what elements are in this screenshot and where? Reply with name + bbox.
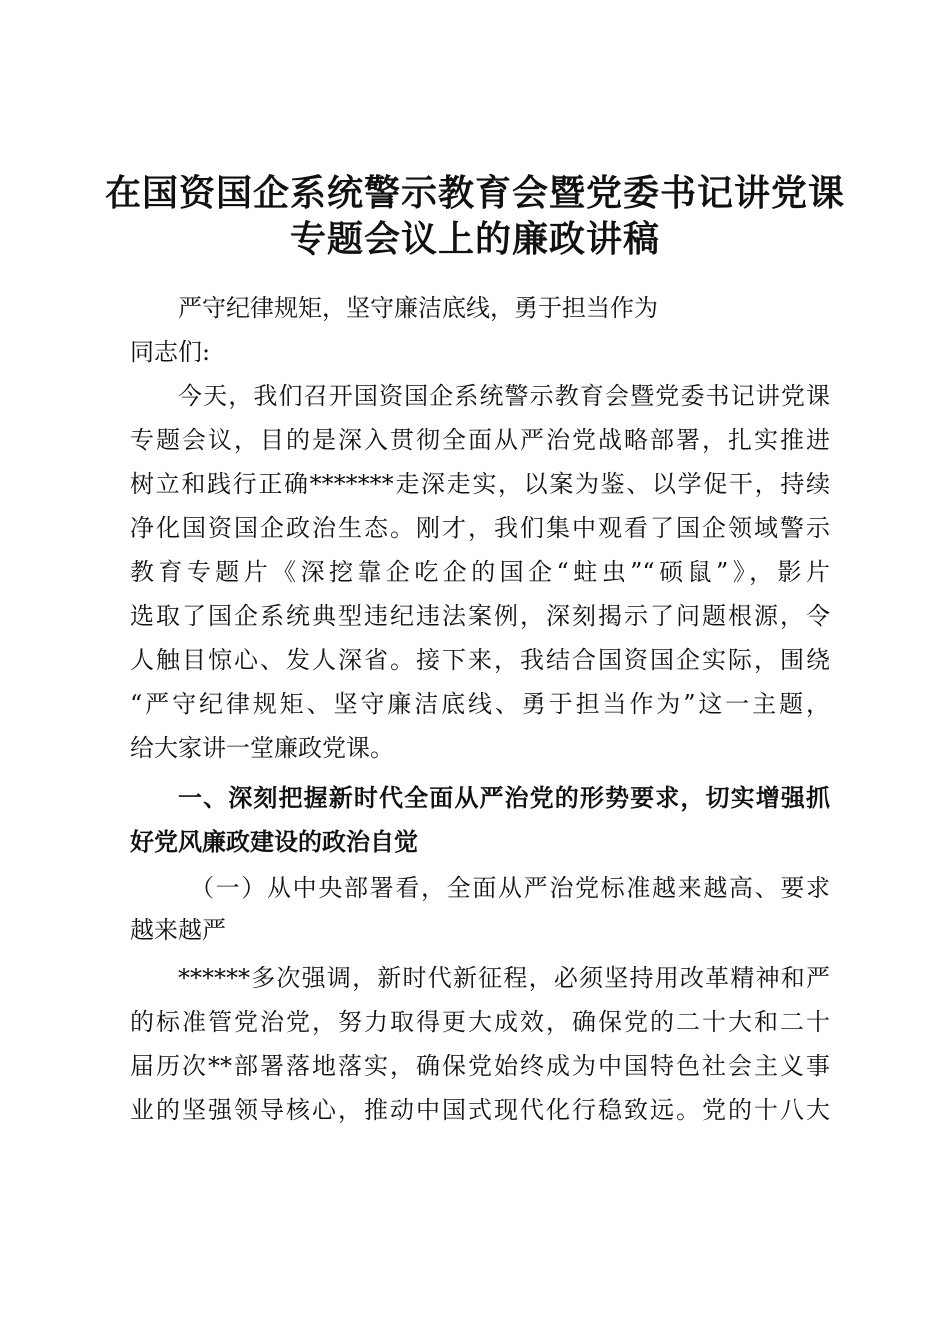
body-line: 的标准管党治党，努力取得更大成效，确保党的二十大和二十	[130, 1008, 830, 1036]
body-line: 业的坚强领导核心，推动中国式现代化行稳致远。党的十八大	[130, 1096, 830, 1124]
section-heading: 好党风廉政建设的政治自觉	[130, 828, 418, 856]
salutation: 同志们:	[130, 338, 211, 366]
document-title-line-2: 专题会议上的廉政讲稿	[289, 219, 660, 260]
document-subtitle: 严守纪律规矩，坚守廉洁底线，勇于担当作为	[178, 294, 658, 322]
intro-line: 专题会议，目的是深入贯彻全面从严治党战略部署，扎实推进	[130, 426, 830, 454]
intro-line: 选取了国企系统典型违纪违法案例，深刻揭示了问题根源，令	[130, 602, 830, 630]
intro-line: “严守纪律规矩、坚守廉洁底线、勇于担当作为”这一主题，	[130, 690, 830, 718]
intro-line: 人触目惊心、发人深省。接下来，我结合国资国企实际，围绕	[130, 646, 830, 674]
subsection-heading: （一）从中央部署看，全面从严治党标准越来越高、要求	[190, 874, 830, 902]
intro-line: 树立和践行正确*******走深走实，以案为鉴、以学促干，持续	[130, 470, 830, 498]
body-line: ******多次强调，新时代新征程，必须坚持用改革精神和严	[178, 964, 830, 992]
body-line: 届历次**部署落地落实，确保党始终成为中国特色社会主义事	[130, 1052, 830, 1080]
intro-line: 今天，我们召开国资国企系统警示教育会暨党委书记讲党课	[178, 382, 830, 410]
intro-line: 净化国资国企政治生态。刚才，我们集中观看了国企领域警示	[130, 514, 830, 542]
document-title-line-1: 在国资国企系统警示教育会暨党委书记讲党课	[104, 173, 845, 214]
intro-line: 教育专题片《深挖靠企吃企的国企“蛀虫”“硕鼠”》，影片	[130, 558, 830, 586]
intro-line: 给大家讲一堂廉政党课。	[130, 734, 394, 762]
subsection-heading: 越来越严	[130, 916, 226, 944]
section-heading: 一、深刻把握新时代全面从严治党的形势要求，切实增强抓	[178, 784, 830, 812]
